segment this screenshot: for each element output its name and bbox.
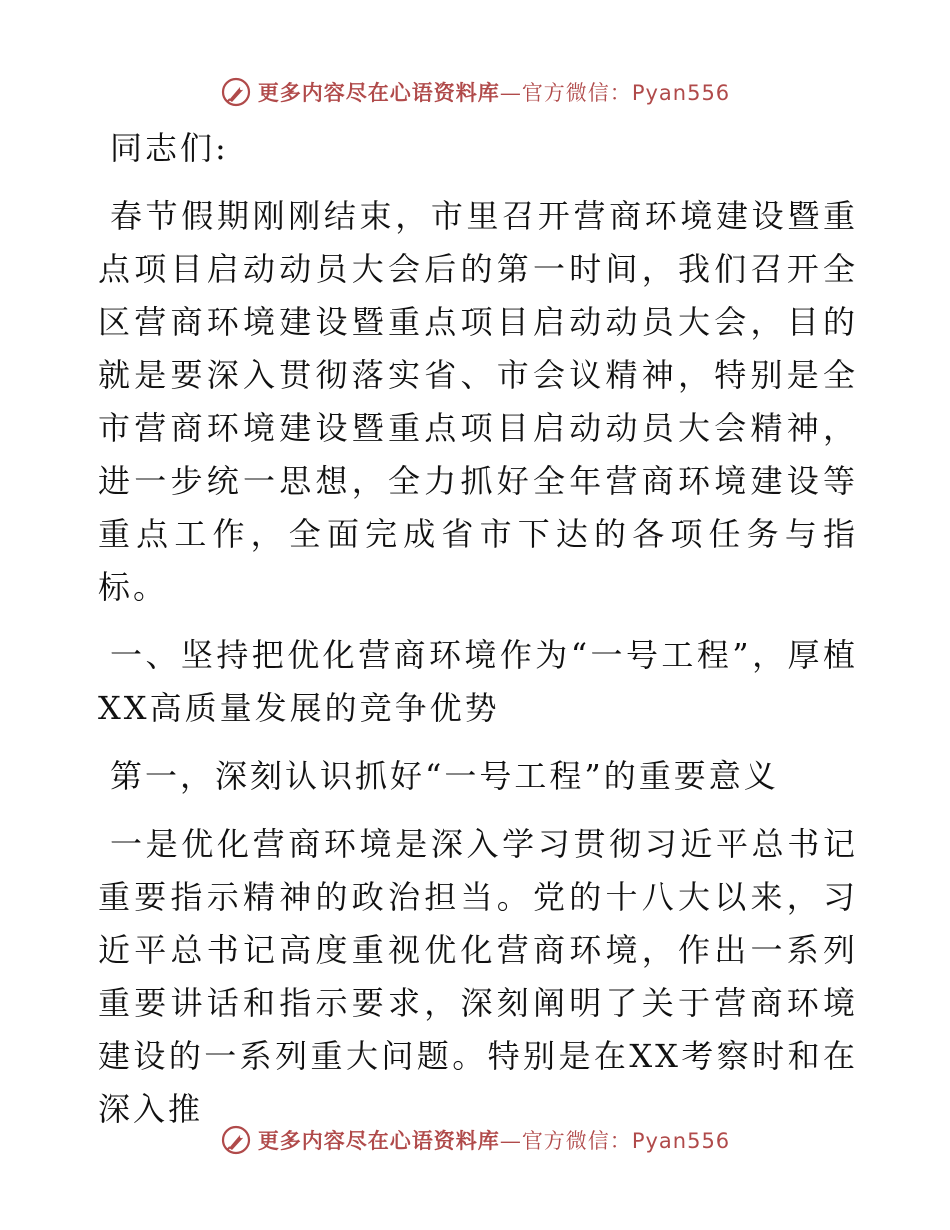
watermark-contact-label: 官方微信： — [521, 81, 632, 105]
salutation: 同志们: — [110, 129, 229, 167]
document-body — [98, 122, 858, 1151]
watermark-separator: — — [499, 81, 522, 105]
watermark-header — [0, 72, 950, 112]
watermark-text — [258, 77, 730, 107]
paragraph-intro: 春节假期刚刚结束，市里召开营商环境建设暨重点项目启动动员大会后的第一时间，我们召开全区营商环境建设暨重点项目启动动员大会，目的就是要深入贯彻落实省、市会议精神，特别是全市营商环境建设暨重点项目启动动员大会精神，进一步统一思想，全力抓好全年营商环境建设等重点工作，全面完成省市下达的各项任务与指标。 — [98, 197, 858, 606]
pen-nib-logo-icon — [220, 1124, 252, 1156]
watermark-brand: 更多内容尽在心语资料库 — [257, 80, 500, 105]
watermark-brand: 更多内容尽在心语资料库 — [257, 1128, 500, 1153]
section-heading-1: 一、坚持把优化营商环境作为“一号工程”，厚植XX高质量发展的竞争优势 — [98, 636, 858, 727]
watermark-contact-id: Pyan556 — [631, 81, 731, 105]
watermark-contact-label: 官方微信： — [521, 1129, 632, 1153]
pen-nib-logo-icon — [220, 76, 252, 108]
watermark-text — [258, 1125, 730, 1155]
watermark-contact-id: Pyan556 — [631, 1129, 731, 1153]
paragraph-point-1: 一是优化营商环境是深入学习贯彻习近平总书记重要指示精神的政治担当。党的十八大以来，习近平总书记高度重视优化营商环境，作出一系列重要讲话和指示要求，深刻阐明了关于营商环境建设的一系列重大问题。特别是在XX考察时和在深入推 — [98, 825, 858, 1128]
subsection-heading-1: 第一，深刻认识抓好“一号工程”的重要意义 — [110, 757, 779, 795]
watermark-separator: — — [499, 1129, 522, 1153]
watermark-footer — [0, 1120, 950, 1160]
